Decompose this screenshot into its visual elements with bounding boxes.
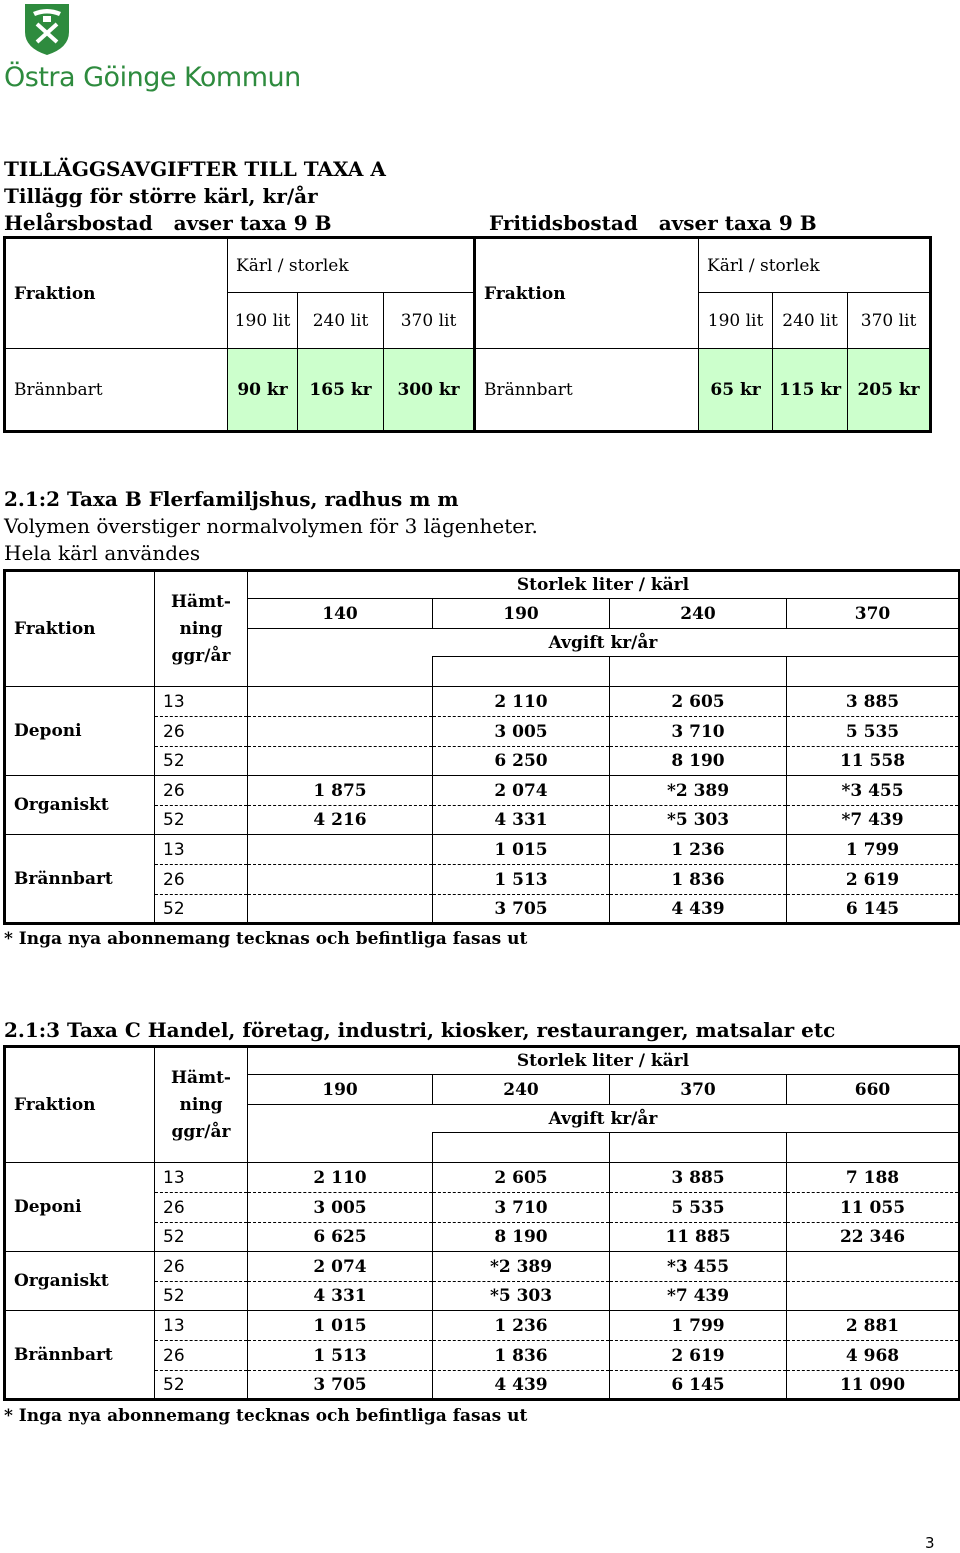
value-cell: 1 836 <box>433 1341 610 1371</box>
value-cell <box>248 717 433 747</box>
value-cell: 11 885 <box>610 1223 787 1252</box>
value-cell: 2 619 <box>610 1341 787 1371</box>
section-a-subtitle: Tillägg för större kärl, kr/år <box>4 184 318 208</box>
storlek-header: Storlek liter / kärl <box>248 1047 960 1075</box>
size-header: 240 lit <box>298 293 384 349</box>
value-cell: 2 619 <box>787 865 960 895</box>
section-a-left-heading: Helårsbostad avser taxa 9 B <box>4 211 332 235</box>
value-cell: 8 190 <box>433 1223 610 1252</box>
avgift-header: Avgift kr/år <box>248 1105 960 1133</box>
value-cell: 1 836 <box>610 865 787 895</box>
size-header: 370 <box>787 599 960 629</box>
value-cell <box>787 1252 960 1282</box>
value-cell: *3 455 <box>787 776 960 806</box>
row-label: Brännbart <box>5 349 228 432</box>
fee-cell: 65 kr <box>699 349 773 432</box>
value-cell: 3 710 <box>433 1193 610 1223</box>
value-cell: 4 216 <box>248 806 433 835</box>
freq-cell: 52 <box>155 1282 248 1311</box>
group-label: Organiskt <box>5 776 155 835</box>
group-label: Brännbart <box>5 1311 155 1400</box>
value-cell: 1 513 <box>248 1341 433 1371</box>
karl-header-right: Kärl / storlek <box>699 238 931 293</box>
value-cell: 11 090 <box>787 1371 960 1400</box>
value-cell: *5 303 <box>610 806 787 835</box>
value-cell: 1 513 <box>433 865 610 895</box>
hamtning-header: Hämt- ning ggr/år <box>155 1047 248 1163</box>
group-label: Deponi <box>5 1163 155 1252</box>
value-cell: 1 015 <box>248 1311 433 1341</box>
value-cell: 6 145 <box>787 895 960 924</box>
value-cell: *5 303 <box>433 1282 610 1311</box>
value-cell <box>248 747 433 776</box>
value-cell: *2 389 <box>433 1252 610 1282</box>
value-cell: 3 885 <box>787 687 960 717</box>
size-header: 190 <box>248 1075 433 1105</box>
value-cell: 7 188 <box>787 1163 960 1193</box>
size-header: 240 <box>433 1075 610 1105</box>
size-header: 370 <box>610 1075 787 1105</box>
table-a <box>3 236 932 433</box>
hamtning-header: Hämt- ning ggr/år <box>155 571 248 687</box>
value-cell: 2 881 <box>787 1311 960 1341</box>
section-b-line1: Volymen överstiger normalvolymen för 3 lägenheter. <box>4 514 538 538</box>
value-cell <box>248 835 433 865</box>
size-header: 660 <box>787 1075 960 1105</box>
freq-cell: 26 <box>155 1252 248 1282</box>
group-label: Organiskt <box>5 1252 155 1311</box>
table-c <box>3 1045 960 1401</box>
value-cell: 1 236 <box>610 835 787 865</box>
freq-cell: 52 <box>155 1371 248 1400</box>
value-cell: 4 439 <box>433 1371 610 1400</box>
storlek-header: Storlek liter / kärl <box>248 571 960 599</box>
value-cell: 3 885 <box>610 1163 787 1193</box>
value-cell: 5 535 <box>610 1193 787 1223</box>
value-cell: 2 110 <box>248 1163 433 1193</box>
table-b <box>3 569 960 925</box>
value-cell: 5 535 <box>787 717 960 747</box>
size-header: 240 lit <box>773 293 848 349</box>
value-cell: 3 705 <box>248 1371 433 1400</box>
value-cell: 6 625 <box>248 1223 433 1252</box>
fee-cell: 115 kr <box>773 349 848 432</box>
footnote-c: * Inga nya abonnemang tecknas och befintliga fasas ut <box>4 1406 528 1426</box>
value-cell: *7 439 <box>787 806 960 835</box>
value-cell: 2 074 <box>433 776 610 806</box>
freq-cell: 13 <box>155 1163 248 1193</box>
fee-cell: 165 kr <box>298 349 384 432</box>
fraktion-header: Fraktion <box>5 571 155 687</box>
size-header: 370 lit <box>848 293 931 349</box>
freq-cell: 26 <box>155 1193 248 1223</box>
freq-cell: 26 <box>155 1341 248 1371</box>
freq-cell: 26 <box>155 865 248 895</box>
size-header: 240 <box>610 599 787 629</box>
value-cell: 1 236 <box>433 1311 610 1341</box>
freq-cell: 13 <box>155 1311 248 1341</box>
value-cell <box>787 1282 960 1311</box>
section-b-line2: Hela kärl användes <box>4 541 201 565</box>
value-cell: 6 145 <box>610 1371 787 1400</box>
footnote-b: * Inga nya abonnemang tecknas och befintliga fasas ut <box>4 929 528 949</box>
section-b-title: 2.1:2 Taxa B Flerfamiljshus, radhus m m <box>4 487 459 511</box>
group-label: Deponi <box>5 687 155 776</box>
size-header: 190 lit <box>228 293 298 349</box>
group-label: Brännbart <box>5 835 155 924</box>
value-cell: *3 455 <box>610 1252 787 1282</box>
freq-cell: 52 <box>155 1223 248 1252</box>
value-cell: 2 074 <box>248 1252 433 1282</box>
value-cell: *7 439 <box>610 1282 787 1311</box>
value-cell: 3 710 <box>610 717 787 747</box>
freq-cell: 52 <box>155 806 248 835</box>
fee-cell: 90 kr <box>228 349 298 432</box>
freq-cell: 13 <box>155 835 248 865</box>
freq-cell: 26 <box>155 717 248 747</box>
value-cell: 6 250 <box>433 747 610 776</box>
value-cell <box>248 865 433 895</box>
value-cell: 1 015 <box>433 835 610 865</box>
fraktion-header-left: Fraktion <box>5 238 228 349</box>
page-number: 3 <box>925 1534 935 1552</box>
value-cell: 1 799 <box>610 1311 787 1341</box>
fraktion-header-right: Fraktion <box>475 238 699 349</box>
freq-cell: 52 <box>155 895 248 924</box>
value-cell: 2 605 <box>610 687 787 717</box>
section-a-title: TILLÄGGSAVGIFTER TILL TAXA A <box>4 157 386 181</box>
value-cell: 22 346 <box>787 1223 960 1252</box>
value-cell: 11 055 <box>787 1193 960 1223</box>
size-header: 140 <box>248 599 433 629</box>
freq-cell: 26 <box>155 776 248 806</box>
section-a-right-heading: Fritidsbostad avser taxa 9 B <box>489 211 817 235</box>
section-c-title: 2.1:3 Taxa C Handel, företag, industri, kiosker, restauranger, matsalar etc <box>4 1018 836 1042</box>
size-header: 190 lit <box>699 293 773 349</box>
value-cell: 8 190 <box>610 747 787 776</box>
fraktion-header: Fraktion <box>5 1047 155 1163</box>
row-label: Brännbart <box>475 349 699 432</box>
freq-cell: 13 <box>155 687 248 717</box>
municipality-logo-text: Östra Göinge Kommun <box>4 62 301 93</box>
value-cell: 1 875 <box>248 776 433 806</box>
value-cell: 11 558 <box>787 747 960 776</box>
value-cell: 1 799 <box>787 835 960 865</box>
value-cell: 3 005 <box>248 1193 433 1223</box>
value-cell: 3 705 <box>433 895 610 924</box>
karl-header-left: Kärl / storlek <box>228 238 475 293</box>
size-header: 190 <box>433 599 610 629</box>
fee-cell: 300 kr <box>384 349 475 432</box>
value-cell: 4 331 <box>248 1282 433 1311</box>
fee-cell: 205 kr <box>848 349 931 432</box>
value-cell: 2 605 <box>433 1163 610 1193</box>
value-cell <box>248 895 433 924</box>
value-cell: 4 968 <box>787 1341 960 1371</box>
freq-cell: 52 <box>155 747 248 776</box>
size-header: 370 lit <box>384 293 475 349</box>
value-cell: 4 331 <box>433 806 610 835</box>
value-cell: 2 110 <box>433 687 610 717</box>
value-cell: *2 389 <box>610 776 787 806</box>
value-cell <box>248 687 433 717</box>
value-cell: 4 439 <box>610 895 787 924</box>
avgift-header: Avgift kr/år <box>248 629 960 657</box>
value-cell: 3 005 <box>433 717 610 747</box>
municipality-crest <box>23 2 71 56</box>
